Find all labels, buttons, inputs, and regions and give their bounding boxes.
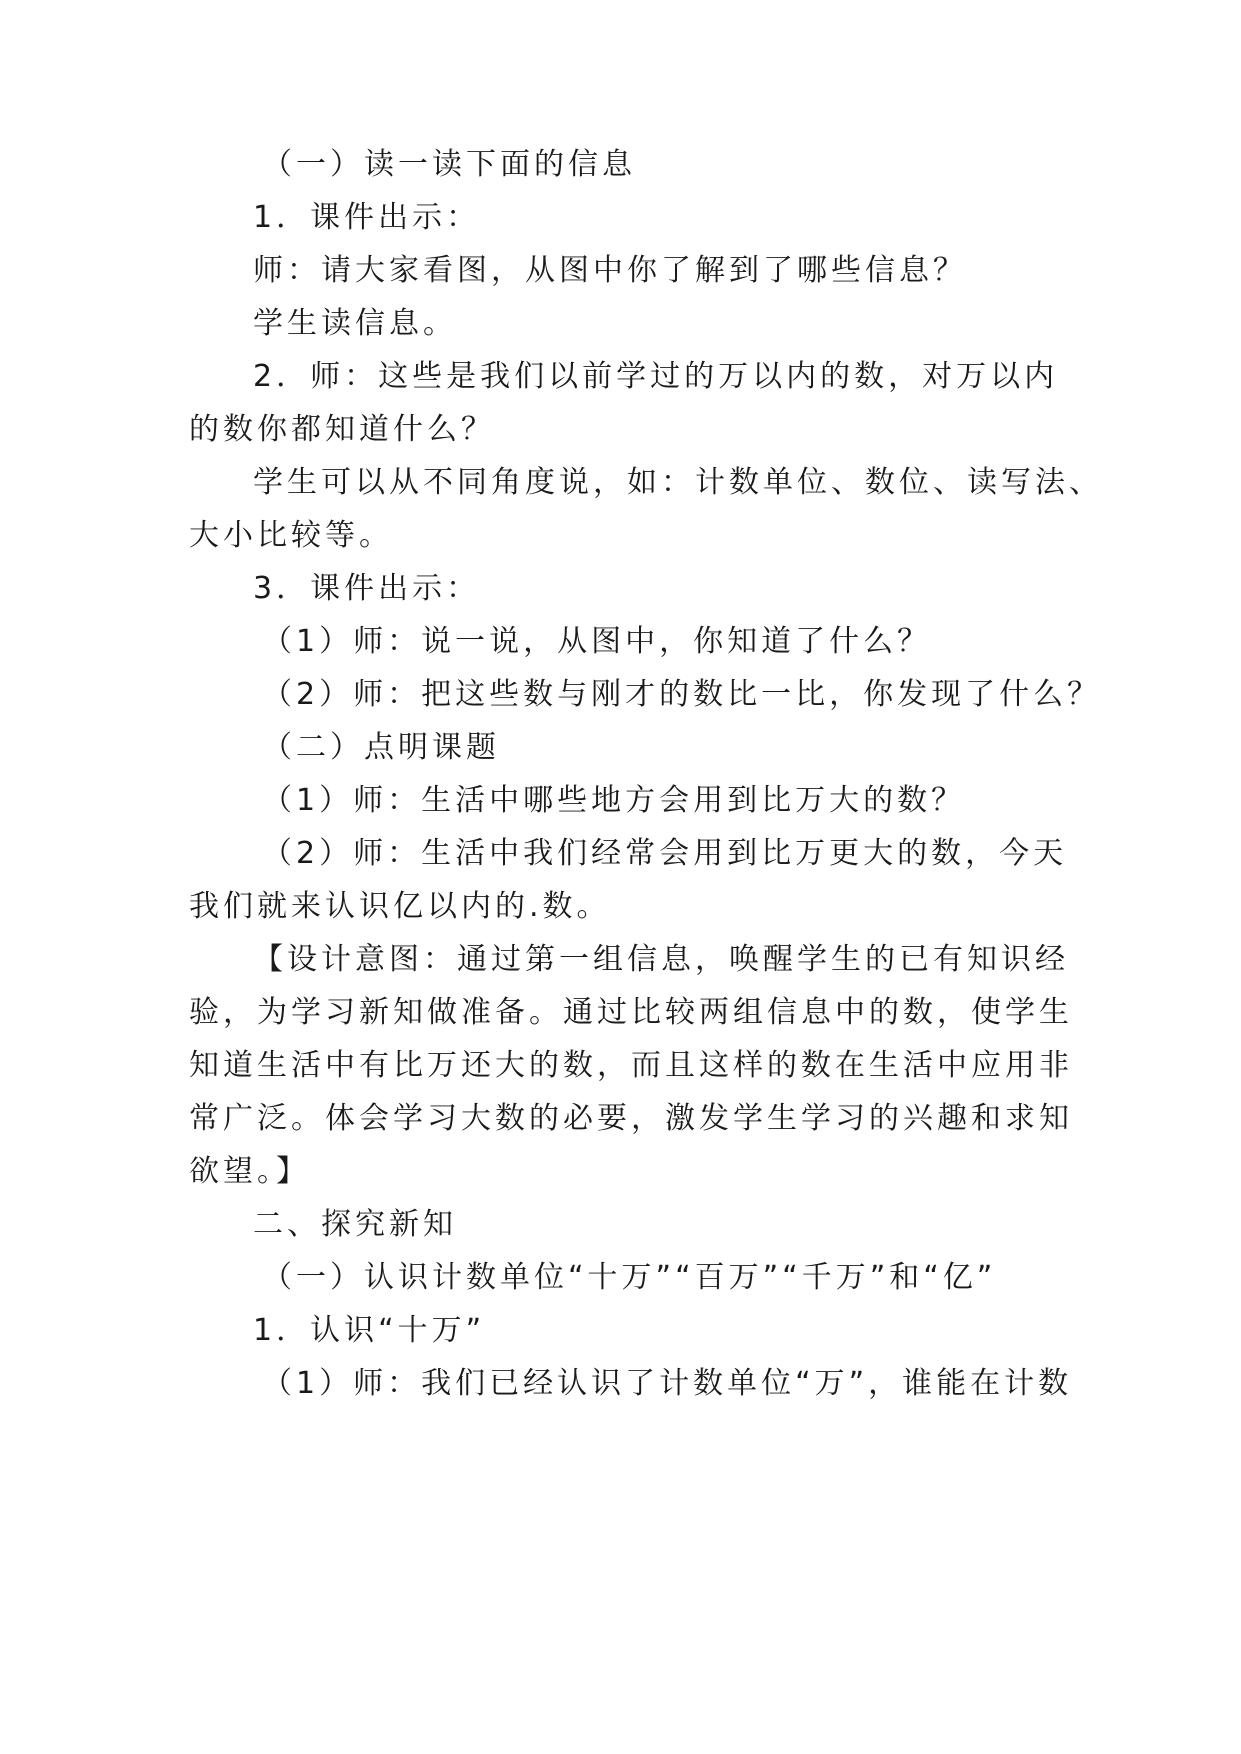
design-intent-text: 知道生活中有比万还大的数，而且这样的数在生活中应用非 <box>189 1048 1073 1083</box>
text-line: （1）师：说一说，从图中，你知道了什么？ <box>262 624 932 659</box>
design-intent-text: 验，为学习新知做准备。通过比较两组信息中的数，使学生 <box>189 995 1073 1030</box>
text-line: 大小比较等。 <box>189 518 393 553</box>
section-heading: 二、探究新知 <box>253 1207 457 1242</box>
text-line: （2）师：把这些数与刚才的数比一比，你发现了什么？ <box>262 677 1102 712</box>
text-line: （2）师：生活中我们经常会用到比万更大的数，今天 <box>262 836 1068 871</box>
text-line: 1．课件出示： <box>253 200 481 235</box>
text-line: 学生可以从不同角度说，如：计数单位、数位、读写法、 <box>253 465 1103 500</box>
text-line: 师：请大家看图，从图中你了解到了哪些信息？ <box>253 253 967 288</box>
section-heading: （一）读一读下面的信息 <box>262 147 636 182</box>
design-intent-text: 【设计意图：通过第一组信息，唤醒学生的已有知识经 <box>253 942 1069 977</box>
section-heading: （一）认识计数单位“十万”“百万”“千万”和“亿” <box>262 1260 997 1295</box>
text-line: 2．师：这些是我们以前学过的万以内的数，对万以内 <box>253 359 1059 394</box>
text-line: 我们就来认识亿以内的.数。 <box>189 889 611 924</box>
text-line: （1）师：我们已经认识了计数单位“万”，谁能在计数 <box>262 1366 1073 1401</box>
text-line: 3．课件出示： <box>253 571 481 606</box>
text-line: （1）师：生活中哪些地方会用到比万大的数？ <box>262 783 966 818</box>
design-intent-text: 欲望。】 <box>189 1154 310 1189</box>
design-intent-text: 常广泛。体会学习大数的必要，激发学生学习的兴趣和求知 <box>189 1101 1073 1136</box>
section-heading: （二）点明课题 <box>262 730 500 765</box>
text-line: 的数你都知道什么？ <box>189 412 495 447</box>
text-line: 学生读信息。 <box>253 306 457 341</box>
text-line: 1．认识“十万” <box>253 1313 486 1348</box>
